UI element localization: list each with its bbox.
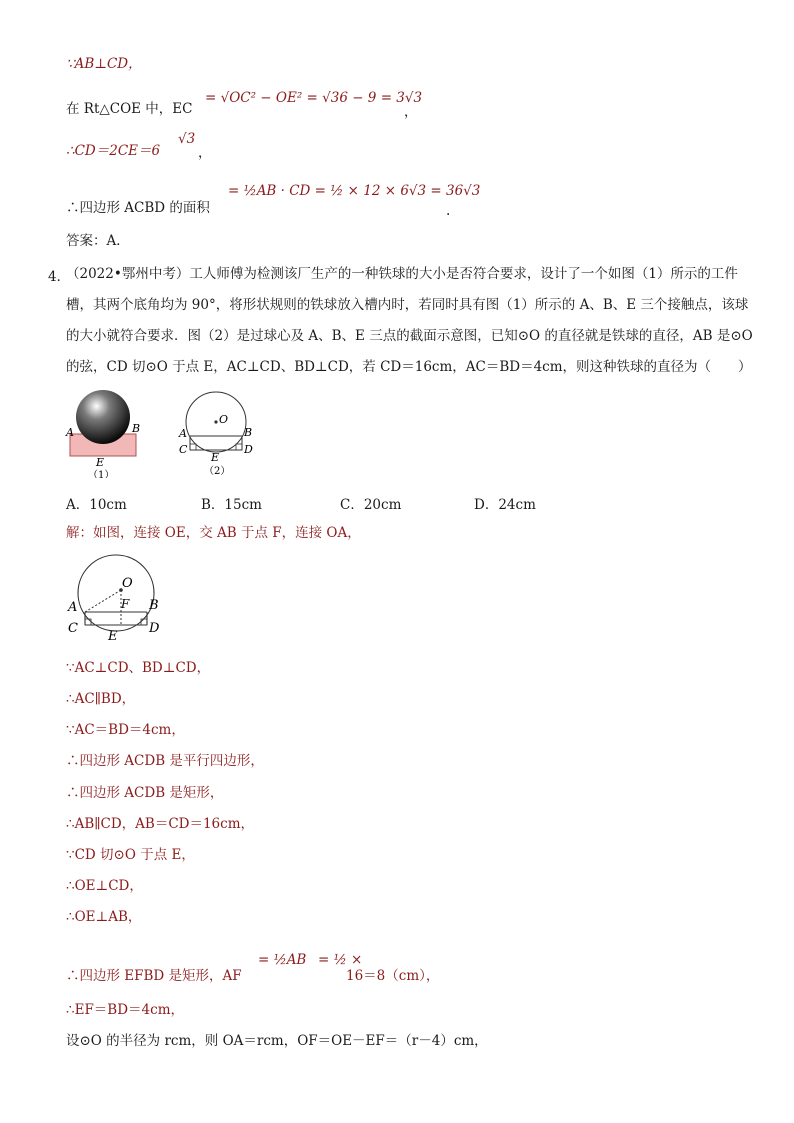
- solution-step-5: ∴四边形 ACDB 是矩形，: [66, 785, 224, 801]
- proof-line-4-text: ∴四边形 ACBD 的面积: [66, 200, 210, 216]
- solution-step-6: ∴AB∥CD，AB＝CD＝16cm，: [66, 816, 255, 832]
- option-a[interactable]: A．10cm: [66, 497, 127, 513]
- question-number: 4．: [48, 269, 71, 285]
- right-angle-c: [190, 444, 196, 450]
- solution-step-4: ∴四边形 ACDB 是平行四边形，: [66, 753, 264, 769]
- formula-ec: = √OC² − OE² = √36 − 9 = 3√3: [205, 90, 423, 106]
- label-f: F: [121, 597, 130, 611]
- proof-line-2-comma: ，: [404, 104, 418, 120]
- segment-oa: [85, 590, 121, 612]
- formula-af-half-ab: = ½AB: [258, 952, 307, 968]
- figure-1-ball-in-groove: [62, 390, 152, 478]
- option-b[interactable]: B．15cm: [201, 497, 262, 513]
- right-angle-d: [236, 444, 242, 450]
- label-a: A: [66, 426, 74, 439]
- question-text: （2022•鄂州中考）工人师傅为检测该厂生产的一种铁球的大小是否符合要求，设计了一个如图（1）所示的工件槽，其两个底角均为 90°，将形状规则的铁球放入槽内时，若同时具有图（1）所示的 A、B、E 三个接触点，该球的大小就符合要求．图（2）是过球心及 A、B、E 三点的截面示意图，已知⊙O 的直径就是铁球的直径，AB 是⊙O 的弦，CD 切⊙O 于点 E，AC⊥CD、BD⊥CD，若 CD＝16cm，AC＝BD＝4cm，则这种铁球的直径为（ ）: [66, 266, 753, 375]
- label-o: O: [219, 413, 229, 426]
- right-angle-d: [141, 619, 147, 625]
- solution-figure: [64, 553, 160, 643]
- solution-step-2: ∴AC∥BD，: [66, 691, 136, 707]
- formula-area: = ½AB · CD = ½ × 12 × 6√3 = 36√3: [228, 183, 481, 199]
- solution-step-9: ∴OE⊥AB，: [66, 909, 142, 925]
- label-o: O: [122, 576, 133, 591]
- solution-step-3: ∵AC＝BD＝4cm，: [66, 722, 185, 738]
- solution-step-10-text: ∴四边形 EFBD 是矩形，AF: [66, 968, 242, 984]
- figure-2-caption: （2）: [204, 466, 231, 477]
- answer-line: 答案：A．: [66, 233, 130, 249]
- figure-1-caption: （1）: [88, 470, 115, 478]
- label-e: E: [96, 456, 105, 469]
- label-c: C: [179, 443, 188, 456]
- solution-intro: 解：如图，连接 OE，交 AB 于点 F，连接 OA，: [66, 525, 361, 541]
- solution-step-8: ∴OE⊥CD，: [66, 878, 143, 894]
- option-c[interactable]: C．20cm: [340, 497, 402, 513]
- label-e: E: [211, 451, 220, 464]
- formula-sqrt3: √3: [178, 131, 196, 147]
- center-point: [214, 420, 217, 423]
- solution-step-11: ∴EF＝BD＝4cm，: [66, 1002, 185, 1018]
- iron-ball: [76, 390, 130, 444]
- label-a: A: [179, 427, 187, 440]
- option-d[interactable]: D．24cm: [474, 497, 536, 513]
- solution-step-1: ∵AC⊥CD、BD⊥CD，: [66, 660, 211, 676]
- proof-line-2-text: 在 Rt△COE 中，EC: [66, 101, 193, 117]
- solution-step-10-result: 16＝8（cm），: [346, 968, 440, 984]
- label-e: E: [108, 629, 118, 643]
- formula-half-times: = ½ ×: [318, 952, 363, 968]
- label-b: B: [132, 422, 141, 435]
- solution-step-7: ∵CD 切⊙O 于点 E，: [66, 847, 195, 863]
- proof-line-1: ∵AB⊥CD，: [66, 56, 142, 72]
- proof-line-3-comma: ，: [198, 145, 212, 161]
- proof-line-3-text: ∴CD＝2CE＝6: [66, 143, 161, 159]
- proof-line-4-dot: .: [446, 203, 451, 219]
- label-a: A: [68, 600, 78, 615]
- label-b: B: [149, 598, 159, 613]
- label-c: C: [68, 621, 78, 636]
- label-d: D: [149, 621, 160, 636]
- solution-step-12: 设⊙O 的半径为 rcm，则 OA＝rcm，OF＝OE－EF＝（r－4）cm，: [66, 1033, 488, 1049]
- figure-2-cross-section: [176, 390, 266, 478]
- label-d: D: [244, 443, 253, 456]
- label-b: B: [244, 426, 253, 439]
- right-angle-c: [85, 619, 91, 625]
